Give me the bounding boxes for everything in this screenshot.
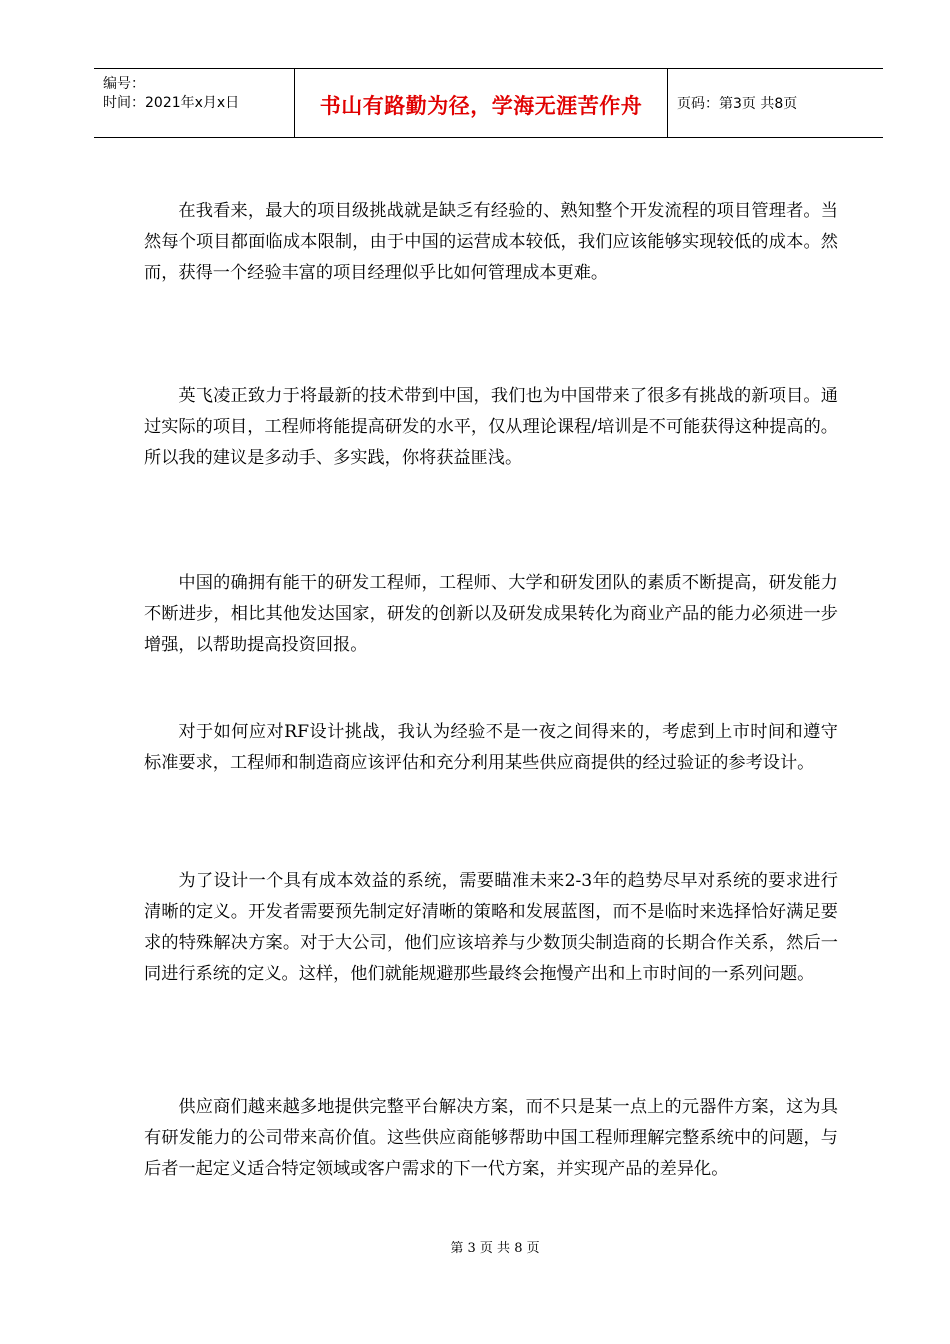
- header-motto-cell: [294, 69, 668, 137]
- header-motto: 书山有路勤为径，学海无涯苦作舟: [319, 94, 643, 118]
- document-time-label: 时间：2021年x月x日: [103, 95, 240, 111]
- document-number-label: 编号：: [103, 76, 145, 92]
- page-footer: 第 3 页 共 8 页: [450, 1241, 540, 1256]
- header-table: [94, 68, 883, 138]
- header-page-info: 页码：第3页 共8页: [677, 96, 798, 112]
- paragraph: 中国的确拥有能干的研发工程师，工程师、大学和研发团队的素质不断提高，研发能力不断进步，相比其他发达国家，研发的创新以及研发成果转化为商业产品的能力必须进一步增强，以帮助提高投资回报。: [144, 573, 838, 655]
- paragraph: 英飞凌正致力于将最新的技术带到中国，我们也为中国带来了很多有挑战的新项目。通过实际的项目，工程师将能提高研发的水平，仅从理论课程/培训是不可能获得这种提高的。所以我的建议是多动手、多实践，你将获益匪浅。: [144, 386, 838, 468]
- paragraph: 为了设计一个具有成本效益的系统，需要瞄准未来2-3年的趋势尽早对系统的要求进行清晰的定义。开发者需要预先制定好清晰的策略和发展蓝图，而不是临时来选择恰好满足要求的特殊解决方案。对于大公司，他们应该培养与少数顶尖制造商的长期合作关系，然后一同进行系统的定义。这样，他们就能规避那些最终会拖慢产出和上市时间的一系列问题。: [144, 871, 838, 984]
- header-info-cell: [94, 69, 294, 137]
- paragraph: 供应商们越来越多地提供完整平台解决方案，而不只是某一点上的元器件方案，这为具有研发能力的公司带来高价值。这些供应商能够帮助中国工程师理解完整系统中的问题，与后者一起定义适合特定领域或客户需求的下一代方案，并实现产品的差异化。: [144, 1097, 838, 1179]
- paragraph: 在我看来，最大的项目级挑战就是缺乏有经验的、熟知整个开发流程的项目管理者。当然每个项目都面临成本限制，由于中国的运营成本较低，我们应该能够实现较低的成本。然而，获得一个经验丰富的项目经理似乎比如何管理成本更难。: [144, 201, 838, 283]
- paragraph: 对于如何应对RF设计挑战，我认为经验不是一夜之间得来的，考虑到上市时间和遵守标准要求，工程师和制造商应该评估和充分利用某些供应商提供的经过验证的参考设计。: [144, 722, 838, 773]
- header-page-cell: [667, 69, 883, 137]
